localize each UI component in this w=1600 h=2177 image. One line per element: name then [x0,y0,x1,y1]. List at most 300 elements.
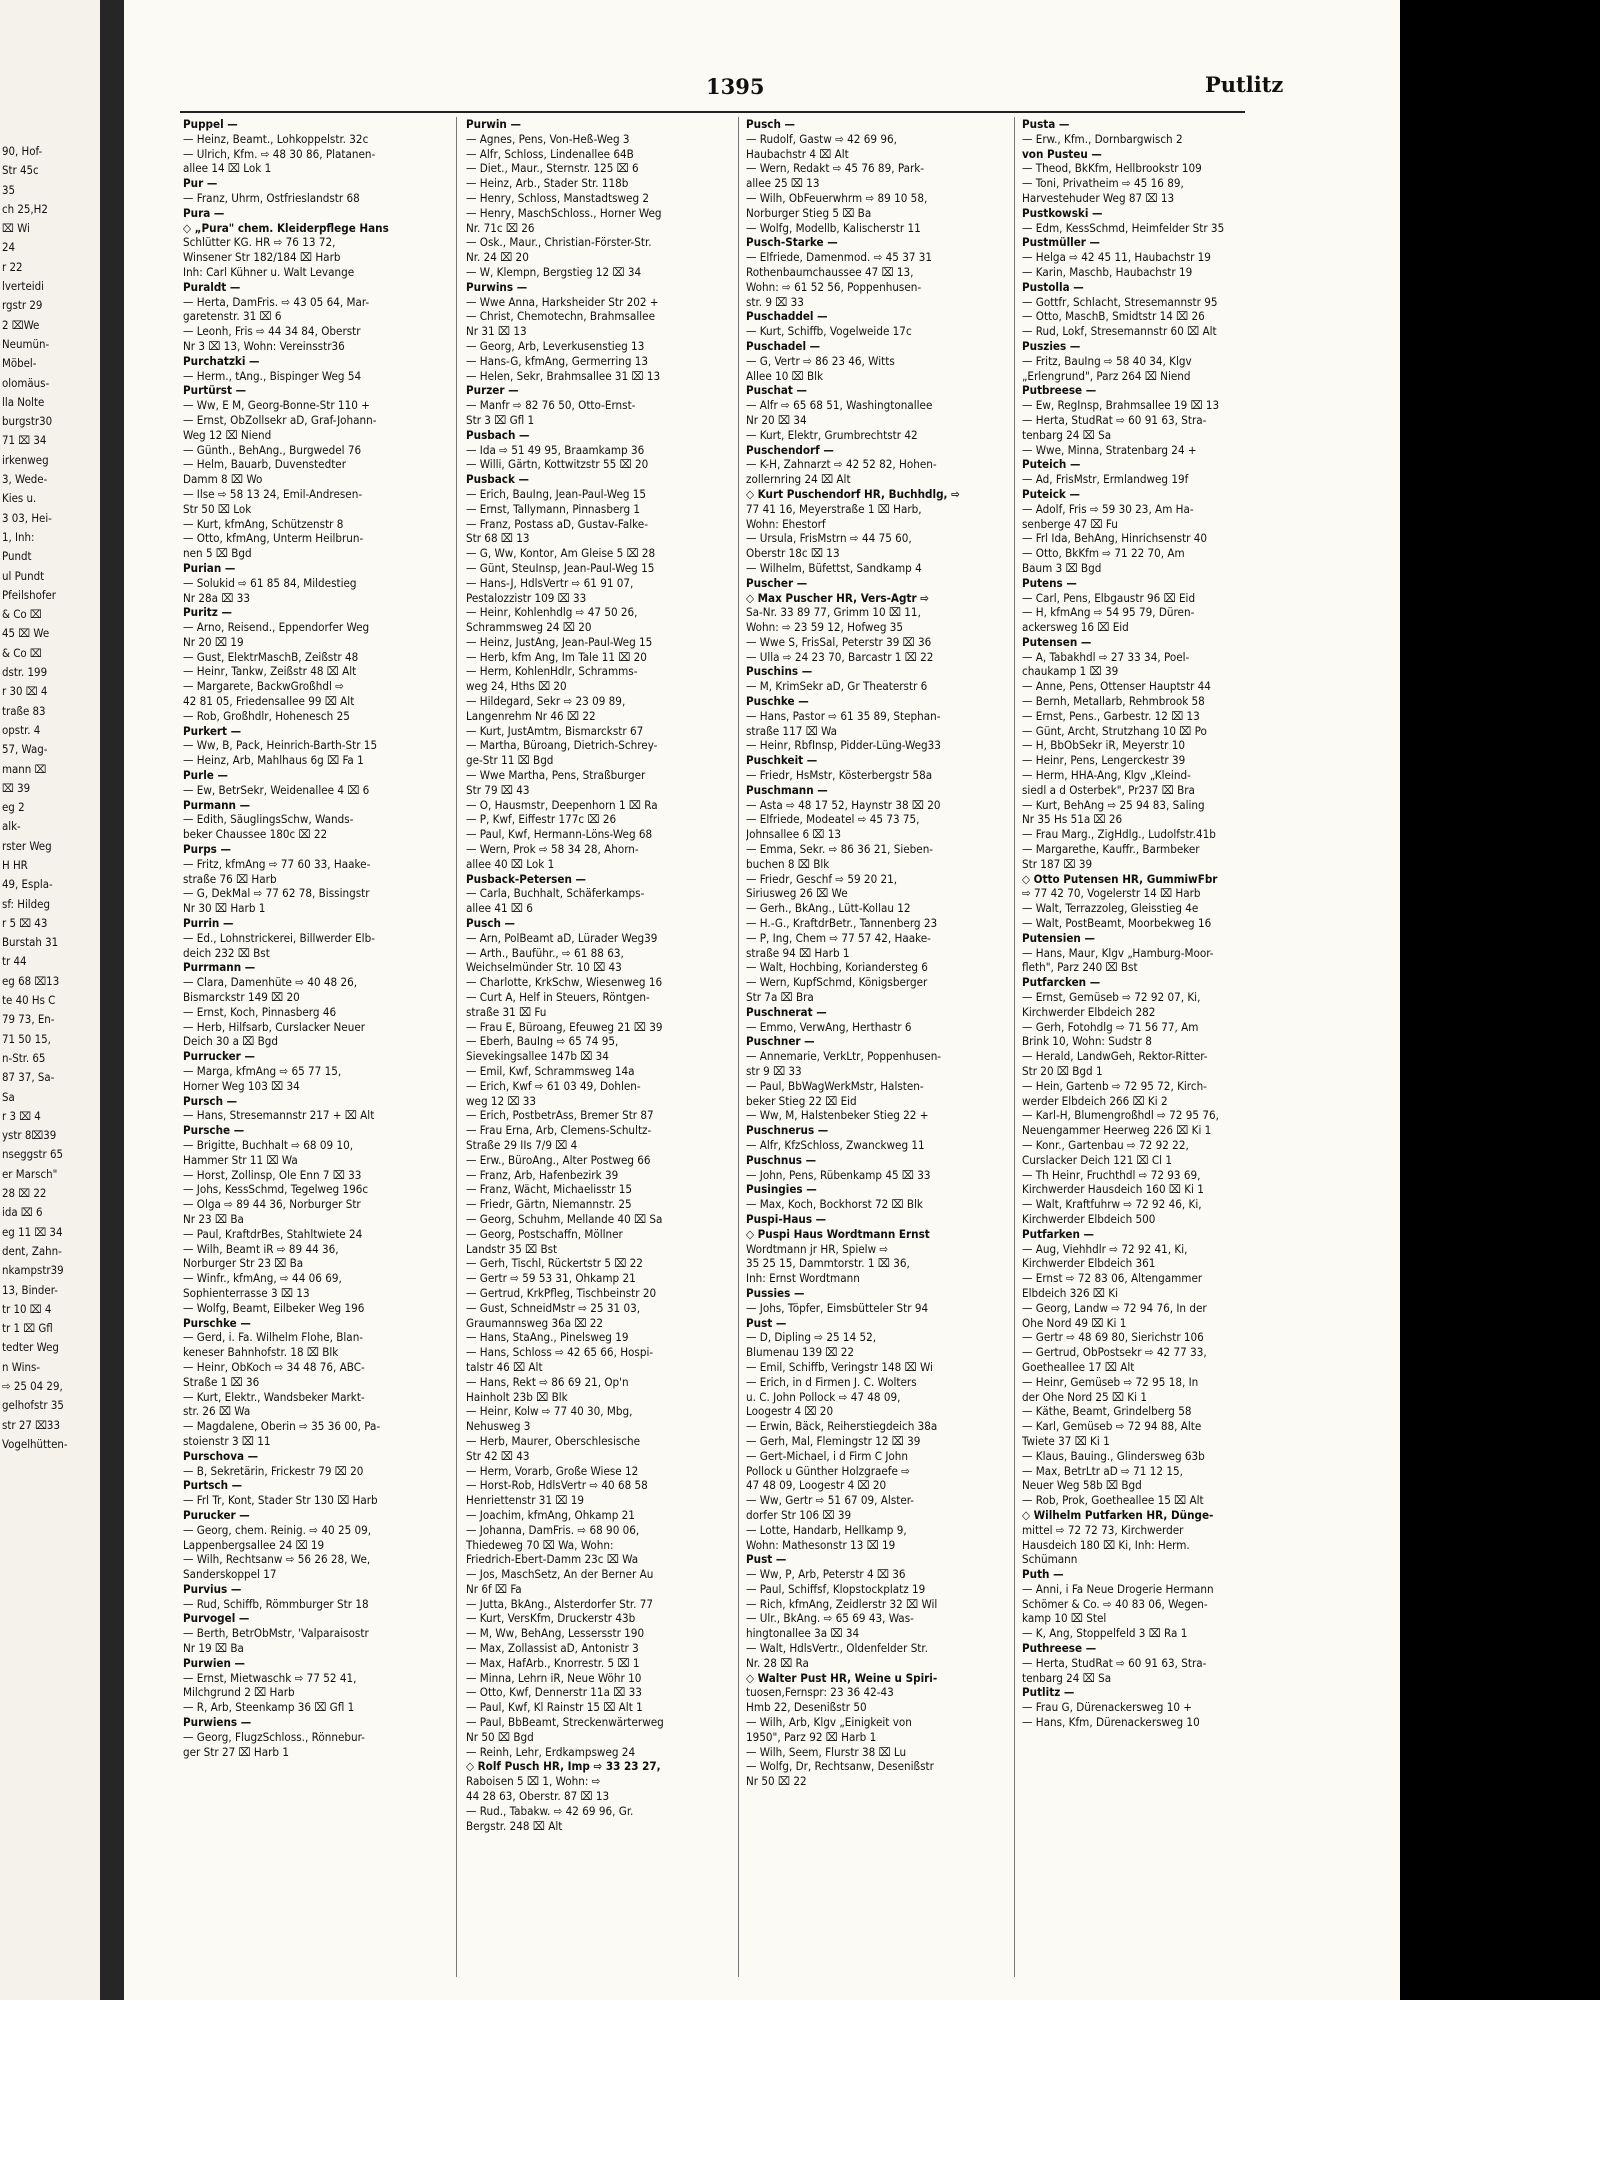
prev-page-line: ⌧ 39 [2,780,31,795]
directory-line: — Wern, Prok ⇨ 58 34 28, Ahorn- [466,842,639,857]
directory-line: Hammer Str 11 ⌧ Wa [183,1152,298,1167]
directory-line: Graumannsweg 36a ⌧ 22 [466,1315,604,1330]
directory-line: — Ed., Lohnstrickerei, Billwerder Elb- [183,930,375,945]
surname-heading: Purvogel — [183,1611,250,1626]
directory-line: ◇ „Pura" chem. Kleiderpflege Hans [183,220,389,235]
directory-line: 35 25 15, Dammtorstr. 1 ⌧ 36, [746,1256,910,1271]
directory-line: — Martha, Büroang, Dietrich-Schrey- [466,738,658,753]
column-divider [738,117,739,1977]
directory-line: Allee 10 ⌧ Blk [746,368,824,383]
surname-heading: Purchatzki — [183,353,260,368]
surname-heading: Purwins — [466,279,528,294]
directory-line: tenbarg 24 ⌧ Sa [1022,427,1112,442]
surname-heading: Putlitz — [1022,1685,1075,1700]
directory-line: — Ulla ⇨ 24 23 70, Barcastr 1 ⌧ 22 [746,649,934,664]
prev-page-line: mann ⌧ [2,761,47,776]
directory-line: ◇ Wilhelm Putfarken HR, Dünge- [1022,1507,1214,1522]
surname-heading: Puschnus — [746,1152,817,1167]
directory-line: — Franz, Wächt, Michaelisstr 15 [466,1182,632,1197]
directory-line: Nr 3 ⌧ 13, Wohn: Vereinsstr36 [183,338,345,353]
directory-line: Wohn: Ehestorf [746,516,826,531]
directory-line: straße 117 ⌧ Wa [746,723,838,738]
surname-heading: Purtsch — [183,1478,243,1493]
directory-line: Baum 3 ⌧ Bgd [1022,560,1102,575]
directory-line: — Paul, BbBeamt, Streckenwärterweg [466,1715,664,1730]
directory-line: — Gertr ⇨ 59 53 31, Ohkamp 21 [466,1271,636,1286]
directory-line: — Erwin, Bäck, Reiherstiegdeich 38a [746,1419,938,1434]
directory-line: — Alfr, KfzSchloss, Zwanckweg 11 [746,1137,925,1152]
surname-heading: Pusback — [466,472,529,487]
running-head: Putlitz [1205,72,1284,97]
directory-line: straße 31 ⌧ Fu [466,1004,547,1019]
directory-line: 77 41 16, Meyerstraße 1 ⌧ Harb, [746,501,922,516]
directory-line: ◇ Puspi Haus Wordtmann Ernst [746,1226,930,1241]
directory-line: — Carl, Pens, Elbgaustr 96 ⌧ Eid [1022,590,1196,605]
directory-line: — Marga, kfmAng ⇨ 65 77 15, [183,1064,342,1078]
directory-line: — Frau E, Büroang, Efeuweg 21 ⌧ 39 [466,1019,663,1034]
directory-line: — Käthe, Beamt, Grindelberg 58 [1022,1404,1192,1419]
directory-line: — Gertrud, ObPostsekr ⇨ 42 77 33, [1022,1345,1207,1360]
surname-heading: Pusbach — [466,427,530,442]
directory-line: — Henry, Schloss, Manstadtsweg 2 [466,190,650,205]
directory-line: zollernring 24 ⌧ Alt [746,472,851,487]
directory-line: straße 94 ⌧ Harb 1 [746,945,850,960]
directory-line: — Berth, BetrObMstr, 'Valparaisostr [183,1626,369,1641]
directory-line: Sanderskoppel 17 [183,1567,277,1582]
previous-page-edge [0,0,100,2000]
directory-line: — Gert-Michael, i d Firm C John [746,1448,908,1463]
directory-line: Milchgrund 2 ⌧ Harb [183,1685,295,1700]
surname-heading: Purrucker — [183,1049,255,1064]
directory-line: Thiedeweg 70 ⌧ Wa, Wohn: [466,1537,614,1552]
directory-line: — Ernst, Mietwaschk ⇨ 77 52 41, [183,1670,357,1685]
directory-line: — Hans, Kfm, Dürenackersweg 10 [1022,1715,1200,1730]
directory-line: — Georg, Arb, Leverkusenstieg 13 [466,338,645,353]
directory-line: „Erlengrund", Parz 264 ⌧ Niend [1022,368,1191,383]
directory-line: Str 68 ⌧ 13 [466,531,530,546]
directory-line: Nr 28a ⌧ 33 [183,590,250,605]
prev-page-line: irkenweg [2,452,49,467]
directory-line: allee 14 ⌧ Lok 1 [183,161,272,176]
directory-line: ◇ Max Puscher HR, Vers-Agtr ⇨ [746,590,929,605]
directory-line: Inh: Ernst Wordtmann [746,1271,860,1286]
column-4 [1022,117,1278,1977]
directory-line: — Heinr, RbfInsp, Pidder-Lüng-Weg33 [746,738,941,753]
directory-line: — Paul, Kwf, Kl Rainstr 15 ⌧ Alt 1 [466,1700,643,1715]
surname-heading: Puschke — [746,694,809,709]
directory-line: Rothenbaumchaussee 47 ⌧ 13, [746,264,914,279]
directory-line: — Ilse ⇨ 58 13 24, Emil-Andresen- [183,486,363,501]
directory-line: Horner Weg 103 ⌧ 34 [183,1078,300,1093]
directory-line: — Asta ⇨ 48 17 52, Haynstr 38 ⌧ 20 [746,797,941,812]
surname-heading: Pursch — [183,1093,238,1108]
directory-line: Deich 30 a ⌧ Bgd [183,1034,279,1049]
directory-line: — Walt, Kraftfuhrw ⇨ 72 92 46, Ki, [1022,1197,1202,1212]
prev-page-line: 71 ⌧ 34 [2,433,47,448]
directory-line: — Herm., tAng., Bispinger Weg 54 [183,368,362,383]
directory-line: — Ulr., BkAng. ⇨ 65 69 43, Was- [746,1611,914,1626]
surname-heading: Purzer — [466,383,519,398]
directory-line: Kirchwerder Hausdeich 160 ⌧ Ki 1 [1022,1182,1204,1197]
directory-line: Schömer & Co. ⇨ 40 83 06, Wegen- [1022,1596,1208,1611]
directory-line: — Rich, kfmAng, Zeidlerstr 32 ⌧ Wil [746,1596,938,1611]
directory-line: — Hans, StaAng., Pinelsweg 19 [466,1330,629,1345]
directory-line: — Herb, Maurer, Oberschlesische [466,1433,641,1448]
surname-heading: Puschnerus — [746,1123,829,1138]
directory-line: — Herm, Vorarb, Große Wiese 12 [466,1463,639,1478]
directory-line: — Arth., Bauführ., ⇨ 61 88 63, [466,945,624,960]
directory-line: str 9 ⌧ 33 [746,1064,802,1078]
directory-line: Str 187 ⌧ 39 [1022,856,1093,871]
directory-line: — B, Sekretärin, Frickestr 79 ⌧ 20 [183,1463,364,1478]
directory-line: — Fritz, kfmAng ⇨ 77 60 33, Haake- [183,856,371,871]
directory-line: Wohn: ⇨ 61 52 56, Poppenhusen- [746,279,922,294]
surname-heading: Puritz — [183,605,232,620]
directory-line: — Ww, Gertr ⇨ 51 67 09, Alster- [746,1493,915,1508]
directory-line: — Karl-H, Blumengroßhdl ⇨ 72 95 76, [1022,1108,1219,1123]
prev-page-line: rster Weg [2,838,52,853]
directory-line: Ohe Nord 49 ⌧ Ki 1 [1022,1315,1127,1330]
directory-line: — A, Tabakhdl ⇨ 27 33 34, Poel- [1022,649,1190,664]
directory-line: — Paul, BbWagWerkMstr, Halsten- [746,1078,924,1093]
prev-page-line: eg 11 ⌧ 34 [2,1224,63,1239]
directory-line: — Heinz, JustAng, Jean-Paul-Weg 15 [466,634,653,649]
directory-line: Bismarckstr 149 ⌧ 20 [183,990,300,1005]
directory-line: Bergstr. 248 ⌧ Alt [466,1818,563,1833]
directory-line: Str 20 ⌧ Bgd 1 [1022,1064,1103,1078]
directory-line: Nr 20 ⌧ 34 [746,412,807,427]
prev-page-line: traße 83 [2,703,46,718]
directory-line: Goetheallee 17 ⌧ Alt [1022,1359,1135,1374]
directory-line: — Max, HafArb., Knorrestr. 5 ⌧ 1 [466,1655,640,1670]
surname-heading: Puraldt — [183,279,241,294]
directory-line: — Helen, Sekr, Brahmsallee 31 ⌧ 13 [466,368,661,383]
prev-page-line: Burstah 31 [2,935,59,950]
directory-line: kamp 10 ⌧ Stel [1022,1611,1107,1626]
prev-page-line: n-Str. 65 [2,1050,46,1065]
directory-line: — Erich, Kwf ⇨ 61 03 49, Dohlen- [466,1078,641,1093]
directory-line: — Wwe Anna, Harksheider Str 202 + [466,294,659,309]
surname-heading: Puschadel — [746,338,821,353]
directory-line: — Helga ⇨ 42 45 11, Haubachstr 19 [1022,250,1211,265]
directory-line: — Heinz, Arb., Stader Str. 118b [466,176,629,191]
directory-line: — Helm, Bauarb, Duvenstedter [183,457,346,472]
directory-line: — Gerh., BkAng., Lütt-Kollau 12 [746,901,911,916]
directory-line: — Curt A, Helf in Steuers, Röntgen- [466,990,650,1005]
prev-page-line: 87 37, Sa- [2,1070,55,1085]
prev-page-line: 57, Wag- [2,742,48,757]
directory-line: — Christ, Chemotechn, Brahmsallee [466,309,655,324]
prev-page-line: alk- [2,819,21,834]
directory-line: — Wwe S, FrisSal, Peterstr 39 ⌧ 36 [746,634,932,649]
directory-line: — W, Klempn, Bergstieg 12 ⌧ 34 [466,264,642,279]
directory-line: — Kurt, kfmAng, Schützenstr 8 [183,516,344,531]
directory-line: — Wwe Martha, Pens, Straßburger [466,768,646,783]
directory-line: Sievekingsallee 147b ⌧ 34 [466,1049,609,1064]
surname-heading: Purrmann — [183,960,256,975]
surname-heading: Pustmüller — [1022,235,1100,250]
directory-line: — Wwe, Minna, Stratenbarg 24 + [1022,442,1197,457]
surname-heading: Purps — [183,842,231,857]
directory-line: 47 48 09, Loogestr 4 ⌧ 20 [746,1478,887,1493]
prev-page-line: er Marsch" [2,1166,58,1181]
directory-line: — Rud, Lokf, Stresemannstr 60 ⌧ Alt [1022,324,1217,339]
directory-line: nen 5 ⌧ Bgd [183,546,252,561]
directory-line: — Friedr, Gärtn, Niemannstr. 25 [466,1197,632,1212]
directory-line: — G, DekMal ⇨ 77 62 78, Bissingstr [183,886,370,901]
directory-line: tenbarg 24 ⌧ Sa [1022,1670,1112,1685]
directory-line: Siriusweg 26 ⌧ We [746,886,848,901]
prev-page-line: eg 2 [2,800,25,815]
prev-page-line: burgstr30 [2,414,53,429]
directory-line: Inh: Carl Kühner u. Walt Levange [183,264,355,279]
directory-line: — Friedr, HsMstr, Kösterbergstr 58a [746,768,933,783]
directory-line: ◇ Rolf Pusch HR, Imp ⇨ 33 23 27, [466,1759,661,1774]
directory-line: — G, Ww, Kontor, Am Gleise 5 ⌧ 28 [466,546,656,561]
directory-line: — Kurt, Elektr., Wandsbeker Markt- [183,1389,365,1404]
directory-line: — Edm, KessSchmd, Heimfelder Str 35 [1022,220,1225,235]
directory-line: mittel ⇨ 72 72 73, Kirchwerder [1022,1522,1184,1537]
directory-line: str. 9 ⌧ 33 [746,294,804,309]
directory-line: Straße 1 ⌧ 36 [183,1374,260,1389]
book-gutter [100,0,124,2000]
surname-heading: Pust — [746,1315,787,1330]
directory-line: — Erw., Kfm., Dornbargwisch 2 [1022,131,1183,146]
directory-line: — D, Dipling ⇨ 25 14 52, [746,1330,877,1345]
surname-heading: Puschnerat — [746,1004,827,1019]
directory-line: — Anne, Pens, Ottenser Hauptstr 44 [1022,679,1211,694]
directory-line: — Hans, Schloss ⇨ 42 65 66, Hospi- [466,1345,654,1360]
directory-line: — Max, Koch, Bockhorst 72 ⌧ Blk [746,1197,923,1212]
directory-line: Damm 8 ⌧ Wo [183,472,263,487]
directory-line: Nr 30 ⌧ Harb 1 [183,901,266,916]
directory-line: ◇ Otto Putensen HR, GummiwFbr [1022,871,1218,886]
surname-heading: Pust — [746,1552,787,1567]
directory-line: — Fritz, BauIng ⇨ 58 40 34, Klgv [1022,353,1192,368]
directory-line: — Otto, BkKfm ⇨ 71 22 70, Am [1022,546,1185,561]
directory-line: — Wern, Redakt ⇨ 45 76 89, Park- [746,161,925,176]
prev-page-line: Sa [2,1089,15,1104]
directory-line: — Hans, Maur, Klgv „Hamburg-Moor- [1022,945,1214,960]
directory-line: Nr. 71c ⌧ 26 [466,220,535,235]
directory-line: ge-Str 11 ⌧ Bgd [466,753,554,768]
directory-line: — Gerh, Mal, Flemingstr 12 ⌧ 39 [746,1433,921,1448]
directory-line: — Rob, Großhdlr, Hohenesch 25 [183,708,350,723]
directory-line: Neuengammer Heerweg 226 ⌧ Ki 1 [1022,1123,1212,1138]
directory-line: — Max, BetrLtr aD ⇨ 71 12 15, [1022,1463,1183,1478]
directory-line: straße 76 ⌧ Harb [183,871,277,886]
prev-page-line: 45 ⌧ We [2,626,50,641]
directory-line: — Paul, Schiffsf, Klopstockplatz 19 [746,1581,926,1596]
surname-heading: Pusch-Starke — [746,235,838,250]
surname-heading: Puthreese — [1022,1641,1097,1656]
directory-line: — Ww, E M, Georg-Bonne-Str 110 + [183,398,370,413]
directory-line: — Adolf, Fris ⇨ 59 30 23, Am Ha- [1022,501,1194,516]
prev-page-line: 2 ⌧We [2,317,40,332]
surname-heading: Pusch — [466,916,515,931]
prev-page-line: Neumün- [2,336,50,351]
prev-page-line: r 22 [2,259,23,274]
directory-line: — Günt, Archt, Strutzhang 10 ⌧ Po [1022,723,1207,738]
directory-line: Nehusweg 3 [466,1419,531,1434]
directory-line: — Hein, Gartenb ⇨ 72 95 72, Kirch- [1022,1078,1207,1093]
directory-line: — Joachim, kfmAng, Ohkamp 21 [466,1507,635,1522]
directory-line: — Karl, Gemüseb ⇨ 72 94 88, Alte [1022,1419,1202,1434]
directory-line: Winsener Str 182/184 ⌧ Harb [183,250,341,265]
prev-page-line: ch 25,H2 [2,201,48,216]
directory-line: str. 26 ⌧ Wa [183,1404,251,1419]
surname-heading: Purwien — [183,1655,245,1670]
surname-heading: Purtürst — [183,383,247,398]
directory-line: — Eberh, BauIng ⇨ 65 74 95, [466,1034,619,1049]
surname-heading: Puschat — [746,383,807,398]
prev-page-line: 28 ⌧ 22 [2,1186,47,1201]
directory-line: — H, kfmAng ⇨ 54 95 79, Düren- [1022,605,1195,620]
directory-line: Kirchwerder Elbdeich 500 [1022,1211,1156,1226]
directory-line: Friedrich-Ebert-Damm 23c ⌧ Wa [466,1552,639,1567]
directory-line: — Margarete, BackwGroßhdl ⇨ [183,679,344,694]
prev-page-line: eg 68 ⌧13 [2,973,60,988]
directory-line: — Otto, MaschB, Smidtstr 14 ⌧ 26 [1022,309,1205,324]
prev-page-line: nseggstr 65 [2,1147,64,1162]
directory-line: — Ernst, Pens., Garbestr. 12 ⌧ 13 [1022,708,1200,723]
directory-line: — Otto, kfmAng, Unterm Heilbrun- [183,531,364,546]
directory-line: — Heinr, Pens, Lengerckestr 39 [1022,753,1186,768]
surname-heading: Puth — [1022,1567,1064,1582]
directory-line: Raboisen 5 ⌧ 1, Wohn: ⇨ [466,1774,601,1789]
directory-line: der Ohe Nord 25 ⌧ Ki 1 [1022,1389,1147,1404]
directory-line: — Emil, Kwf, Schrammsweg 14a [466,1064,635,1078]
directory-line: — G, Vertr ⇨ 86 23 46, Witts [746,353,895,368]
directory-line: — John, Pens, Rübenkamp 45 ⌧ 33 [746,1167,931,1182]
directory-line: — Herb, kfm Ang, Im Tale 11 ⌧ 20 [466,649,647,664]
directory-line: — Georg, Landw ⇨ 72 94 76, In der [1022,1300,1207,1315]
directory-line: Kirchwerder Elbdeich 361 [1022,1256,1156,1271]
directory-line: Nr 50 ⌧ Bgd [466,1729,534,1744]
prev-page-line: lverteidi [2,279,44,294]
surname-heading: von Pusteu — [1022,146,1102,161]
directory-line: allee 25 ⌧ 13 [746,176,820,191]
directory-line: Langenrehm Nr 46 ⌧ 22 [466,708,596,723]
directory-line: Wohn: ⇨ 23 59 12, Hofweg 35 [746,620,904,635]
prev-page-line: 49, Espla- [2,877,53,892]
surname-heading: Pura — [183,205,225,220]
directory-line: — Frau Marg., ZigHdlg., Ludolfstr.41b [1022,827,1216,842]
directory-line: stoienstr 3 ⌧ 11 [183,1433,271,1448]
directory-line: allee 41 ⌧ 6 [466,901,533,916]
prev-page-line: te 40 Hs C [2,993,56,1008]
directory-line: — Johs, Töpfer, Eimsbütteler Str 94 [746,1300,929,1315]
directory-line: — Klaus, Bauing., Glindersweg 63b [1022,1448,1205,1463]
directory-line: — Ew, BetrSekr, Weidenallee 4 ⌧ 6 [183,782,370,797]
directory-line: Wohn: Mathesonstr 13 ⌧ 19 [746,1537,896,1552]
directory-line: Nr. 24 ⌧ 20 [466,250,529,265]
surname-heading: Purmann — [183,797,251,812]
surname-heading: Puszies — [1022,338,1081,353]
directory-line: — Aug, Viehhdlr ⇨ 72 92 41, Ki, [1022,1241,1188,1256]
directory-line: Norburger Stieg 5 ⌧ Ba [746,205,872,220]
directory-line: — Ww, M, Halstenbeker Stieg 22 + [746,1108,929,1123]
directory-line: — Karin, Maschb, Haubachstr 19 [1022,264,1193,279]
directory-line: — Heinz, Arb, Mahlhaus 6g ⌧ Fa 1 [183,753,364,768]
directory-line: — Horst-Rob, HdlsVertr ⇨ 40 68 58 [466,1478,648,1493]
surname-heading: Pursche — [183,1123,245,1138]
header-rule [180,111,1245,113]
directory-line: Curslacker Deich 121 ⌧ Cl 1 [1022,1152,1172,1167]
directory-line: — Friedr, Geschf ⇨ 59 20 21, [746,871,898,886]
directory-line: Blumenau 139 ⌧ 22 [746,1345,854,1360]
directory-line: 44 28 63, Oberstr. 87 ⌧ 13 [466,1789,610,1804]
surname-heading: Puschaddel — [746,309,828,324]
surname-heading: Purian — [183,560,236,575]
surname-heading: Purschova — [183,1448,259,1463]
prev-page-line: Möbel- [2,356,37,371]
directory-line: — Gust, ElektrMaschB, Zeißstr 48 [183,649,359,664]
directory-line: — Paul, Kwf, Hermann-Löns-Weg 68 [466,827,653,842]
directory-line: — Willi, Gärtn, Kottwitzstr 55 ⌧ 20 [466,457,649,472]
directory-line: Henriettenstr 31 ⌧ 19 [466,1493,584,1508]
prev-page-line: r 5 ⌧ 43 [2,915,48,930]
directory-line: Neuer Weg 58b ⌧ Bgd [1022,1478,1142,1493]
directory-line: — Osk., Maur., Christian-Förster-Str. [466,235,652,250]
directory-line: — Herm, KohlenHdlr, Schramms- [466,664,638,679]
directory-line: garetenstr. 31 ⌧ 6 [183,309,282,324]
directory-line: Nr. 28 ⌧ Ra [746,1655,809,1670]
column-divider [456,117,457,1977]
directory-line: — Walt, HdlsVertr., Oldenfelder Str. [746,1641,928,1656]
directory-line: — Ursula, FrisMstrn ⇨ 44 75 60, [746,531,912,546]
directory-line: — Ernst, Tallymann, Pinnasberg 1 [466,501,641,516]
directory-line: — Gust, SchneidMstr ⇨ 25 31 03, [466,1300,641,1315]
directory-line: — Winfr., kfmAng, ⇨ 44 06 69, [183,1271,342,1286]
directory-line: Pollock u Günther Holzgraefe ⇨ [746,1463,910,1478]
directory-line: — Erich, in d Firmen J. C. Wolters [746,1374,917,1389]
prev-page-line: Pundt [2,549,32,564]
directory-line: — Gottfr, Schlacht, Stresemannstr 95 [1022,294,1218,309]
directory-line: — Alfr ⇨ 65 68 51, Washingtonallee [746,398,933,413]
directory-line: — Heinr, Tankw, Zeißstr 48 ⌧ Alt [183,664,357,679]
surname-heading: Puschner — [746,1034,815,1049]
directory-line: hingtonallee 3a ⌧ 34 [746,1626,860,1641]
prev-page-line: tedter Weg [2,1340,59,1355]
directory-line: Sa-Nr. 33 89 77, Grimm 10 ⌧ 11, [746,605,921,620]
directory-line: Schrammsweg 24 ⌧ 20 [466,620,592,635]
directory-line: ◇ Kurt Puschendorf HR, Buchhdlg, ⇨ [746,486,960,501]
directory-line: — Wolfg, Dr, Rechtsanw, Desenißstr [746,1759,934,1774]
directory-line: — H.-G., KraftdrBetr., Tannenberg 23 [746,916,938,931]
directory-line: — Hans-G, kfmAng, Germerring 13 [466,353,649,368]
directory-line: — Wolfg, Beamt, Eilbeker Weg 196 [183,1300,365,1315]
directory-line: — Wilh, ObFeuerwhrm ⇨ 89 10 58, [746,190,928,205]
directory-line: — Kurt, JustAmtm, Bismarckstr 67 [466,723,644,738]
directory-line: Norburger Str 23 ⌧ Ba [183,1256,304,1271]
directory-line: — Leonh, Fris ⇨ 44 34 84, Oberstr [183,324,361,339]
prev-page-line: lla Nolte [2,394,45,409]
directory-line: — Kurt, Elektr, Grumbrechtstr 42 [746,427,918,442]
prev-page-line: Pfeilshofer [2,587,57,602]
prev-page-line: 90, Hof- [2,144,43,158]
surname-heading: Putensen — [1022,634,1092,649]
prev-page-line: n Wins- [2,1359,41,1374]
directory-line: — Arn, PolBeamt aD, Lürader Weg39 [466,930,658,945]
directory-line: — Ad, FrisMstr, Ermlandweg 19f [1022,472,1189,487]
directory-line: talstr 46 ⌧ Alt [466,1359,543,1374]
directory-line: — Wilh, Beamt iR ⇨ 89 44 36, [183,1241,339,1256]
directory-line: — Anni, i Fa Neue Drogerie Hermann [1022,1581,1214,1596]
prev-page-line: & Co ⌧ [2,645,42,660]
directory-line: Loogestr 4 ⌧ 20 [746,1404,834,1419]
directory-line: werder Elbdeich 266 ⌧ Ki 2 [1022,1093,1168,1108]
